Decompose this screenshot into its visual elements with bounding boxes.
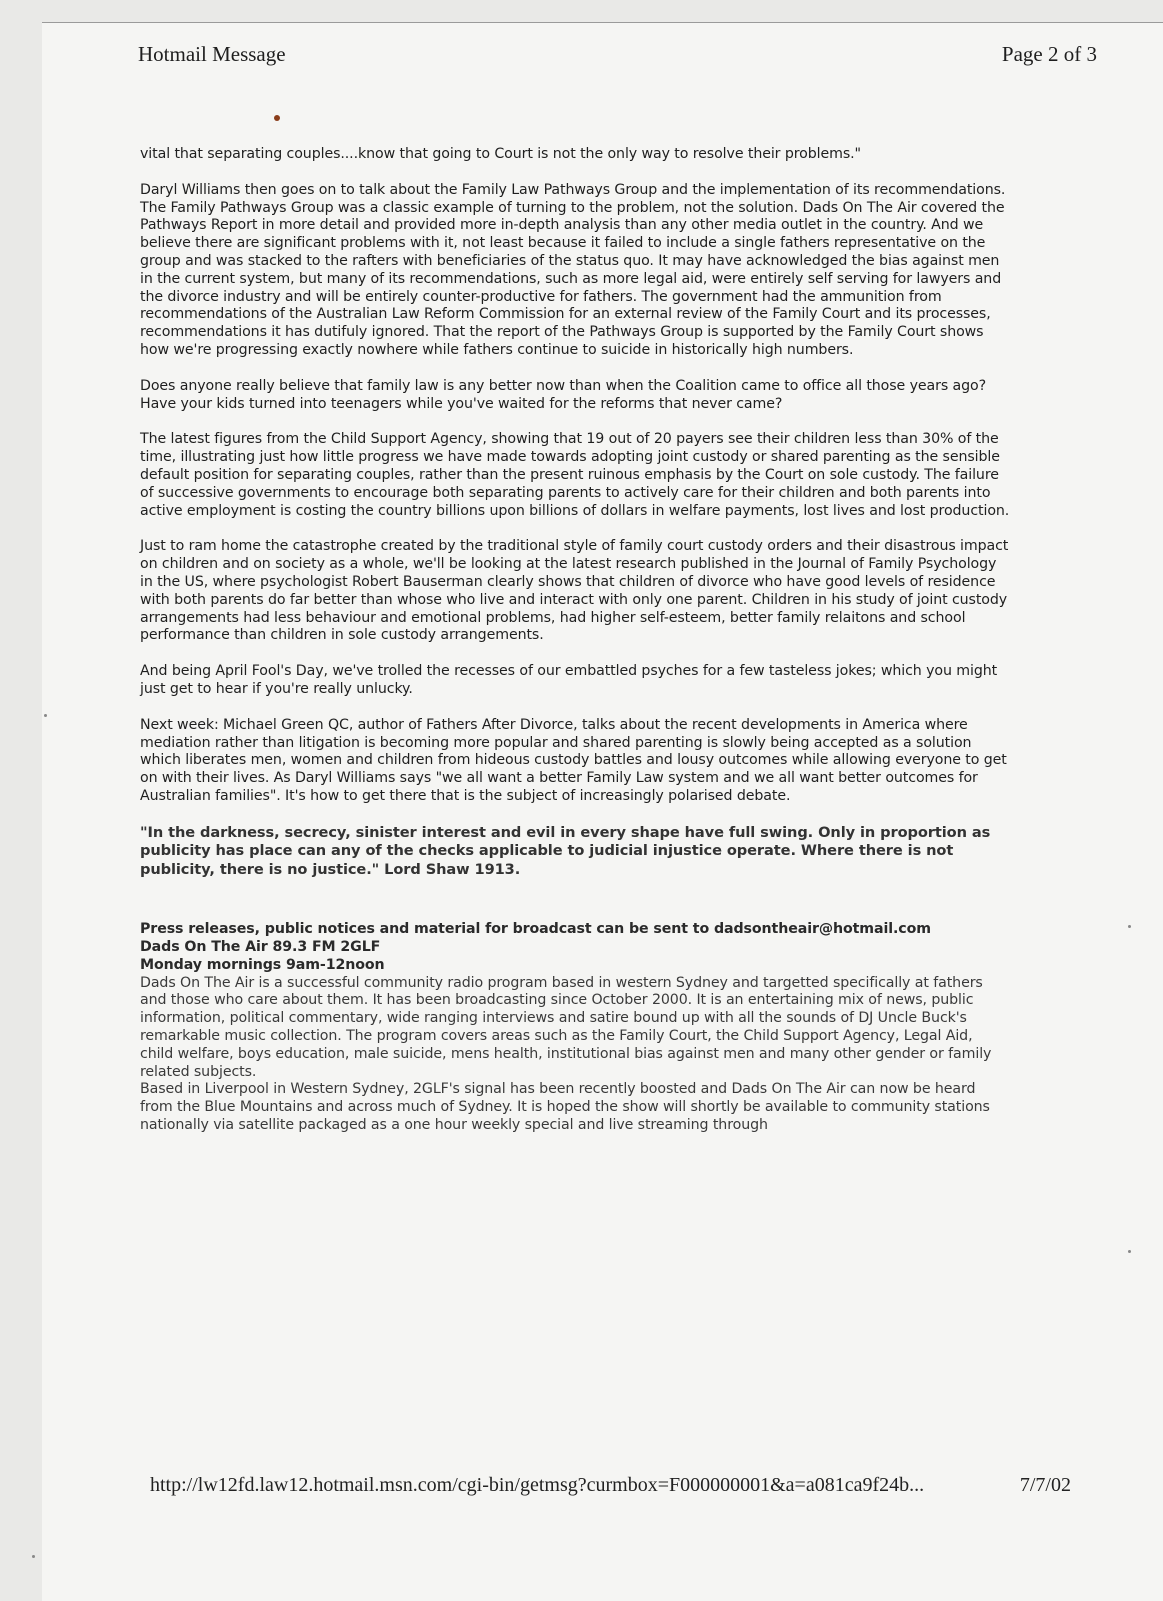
page-header-title: Hotmail Message xyxy=(138,42,286,66)
paragraph: And being April Fool's Day, we've trolled the recesses of our embattled psyches for a few tasteless jokes; which you might just get to hear if you're really unlucky. xyxy=(140,663,998,697)
scan-speck xyxy=(1128,1250,1131,1253)
page-footer xyxy=(150,1474,1071,1497)
scan-mark xyxy=(274,115,280,121)
schedule-line: Monday mornings 9am-12noon xyxy=(140,956,385,973)
paragraph: Daryl Williams then goes on to talk about the Family Law Pathways Group and the implementation of its recommendations. The Family Pathways Group was a classic example of turning to the problem, not the solution. Dads On The Air covered the Pathways Report in more detail and provided more in-depth analysis than any other media outlet in the country. And we believe there are significant problems with it, not least because it failed to include a single fathers representative on the group and was stacked to the rafters with beneficiaries of the status quo. It may have acknowledged the bias against men in the current system, but many of its recommendations, such as more legal aid, were entirely self serving for lawyers and the divorce industry and will be entirely counter-productive for fathers. The government had the ammunition from recommendations of the Australian Law Reform Commission for an external review of the Family Court and its processes, recommendations it has dutifuly ignored. That the report of the Pathways Group is supported by the Family Court shows how we're progressing exactly nowhere while fathers continue to suicide in historically high numbers. xyxy=(140,181,1006,358)
station-line: Dads On The Air 89.3 FM 2GLF xyxy=(140,939,381,955)
scan-speck xyxy=(32,1555,35,1558)
program-description: Dads On The Air is a successful community radio program based in western Sydney and targetted specifically at fathers and those who care about them. It has been broadcasting since October 2000. It is an entertaining mix of news, public information, political commentary, wide ranging interviews and satire bound up with all the sounds of DJ Uncle Buck's remarkable music collection. The program covers areas such as the Family Court, the Child Support Agency, Legal Aid, child welfare, boys education, male suicide, mens health, institutional bias against men and many other gender or family related subjects. xyxy=(140,974,992,1080)
footer-date: 7/7/02 xyxy=(1019,1474,1071,1496)
lord-shaw-quote: "In the darkness, secrecy, sinister interest and evil in every shape have full swing. Only in proportion as publicity has place can any of the checks applicable to judicial injustice operate. Where there is not publicity, there is no justice." Lord Shaw 1913. xyxy=(140,823,991,878)
paragraph: Does anyone really believe that family law is any better now than when the Coalition came to office all those years ago? Have your kids turned into teenagers while you've waited for the reforms that never came? xyxy=(140,377,987,412)
scan-speck xyxy=(1128,925,1131,928)
paragraph: Just to ram home the catastrophe created by the traditional style of family court custody orders and their disastrous impact on children and on society as a whole, we'll be looking at the latest research published in the Journal of Family Psychology in the US, where psychologist Robert Bauserman clearly shows that children of divorce who have good levels of residence with both parents do far better than whose who live and interact with only one parent. Children in his study of joint custody arrangements had less behaviour and emotional problems, had higher self-esteem, better family relaitons and school performance than children in sole custody arrangements. xyxy=(140,538,1009,644)
contact-block xyxy=(140,921,1010,974)
page-number: Page 2 of 3 xyxy=(1001,42,1097,66)
scan-speck xyxy=(44,714,47,717)
paragraph: Next week: Michael Green QC, author of Fathers After Divorce, talks about the recent developments in America where mediation rather than litigation is becoming more popular and shared parenting is slowly being accepted as a solution which liberates men, women and children from hideous custody battles and lousy outcomes while allowing everyone to get on with their lives. As Daryl Williams says "we all want a better Family Law system and we all want better outcomes for Australian families". It's how to get there that is the subject of increasingly polarised debate. xyxy=(140,716,1007,804)
press-release-line: Press releases, public notices and material for broadcast can be sent to dadsontheair@hotmail.com xyxy=(140,921,931,938)
paragraph: The latest figures from the Child Support Agency, showing that 19 out of 20 payers see their children less than 30% of the time, illustrating just how little progress we have made towards adopting joint custody or shared parenting as the sensible default position for separating couples, rather than the present ruinous emphasis by the Court on sole custody. The failure of successive governments to encourage both separating parents to actively care for their children and both parents into active employment is costing the country billions upon billions of dollars in welfare payments, lost lives and lost production. xyxy=(140,431,1010,519)
program-location: Based in Liverpool in Western Sydney, 2GLF's signal has been recently boosted and Dads On The Air can now be heard from the Blue Mountains and across much of Sydney. It is hoped the show will shortly be available to community stations nationally via satellite packaged as a one hour weekly special and live streaming through xyxy=(140,1081,990,1133)
paragraph: vital that separating couples....know that going to Court is not the only way to resolve their problems." xyxy=(140,146,861,162)
footer-url: http://lw12fd.law12.hotmail.msn.com/cgi-bin/getmsg?curmbox=F000000001&a=a081ca9f24b... xyxy=(150,1474,925,1496)
message-body xyxy=(140,146,1010,1135)
